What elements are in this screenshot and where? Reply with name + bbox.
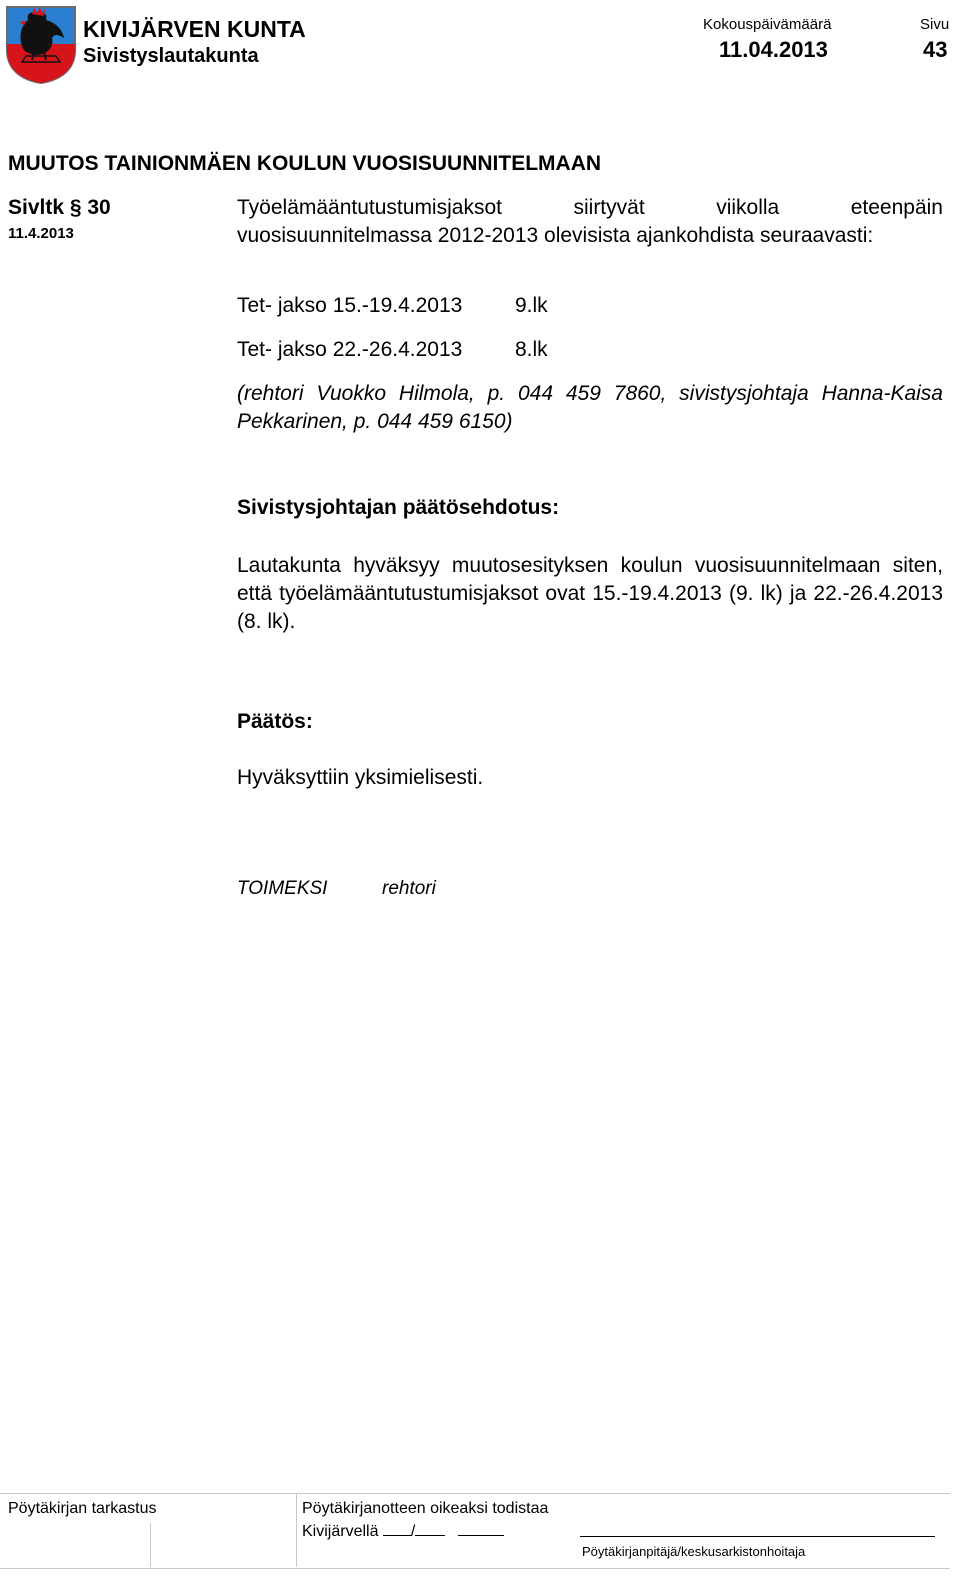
footer-place-label: Kivijärvellä [302,1523,379,1540]
period-1-label: Tet- jakso 15.-19.4.2013 [237,294,463,317]
section-code: Sivltk § 30 [8,196,111,219]
footer-year-blank [458,1521,504,1536]
meeting-date: 11.04.2013 [719,37,828,62]
period-2-grade: 8.lk [515,338,548,361]
municipality-name: KIVIJÄRVEN KUNTA [83,16,306,42]
action-label: TOIMEKSI [237,878,328,899]
proposal-text: Lautakunta hyväksyy muutosesityksen koulun vuosisuunnitelmaan siten, että työelämääntutustumisjaksot ovat 15.-19.4.2013 (9. lk) ja 22.-26.4.2013 (8. lk). [237,554,943,633]
decision-heading: Päätös: [237,710,313,733]
page-label: Sivu [920,16,950,33]
proposal-heading: Sivistysjohtajan päätösehdotus: [237,496,560,519]
intro-paragraph: Työelämääntutustumisjaksot siirtyvät viikolla eteenpäin vuosisuunnitelmassa 2012-2013 olevisista ajankohdista seuraavasti: [237,196,943,247]
signature-line [580,1536,935,1537]
footer-divider [296,1493,297,1567]
footer-date-separator: / [410,1523,416,1540]
municipality-crest-icon [4,4,78,84]
period-2-label: Tet- jakso 22.-26.4.2013 [237,338,463,361]
footer-review-divider [150,1523,151,1567]
contact-info: (rehtori Vuokko Hilmola, p. 044 459 7860, sivistysjohtaja Hanna-Kaisa Pekkarinen, p. 044 459 6150) [237,382,943,433]
footer-day-blank [383,1521,411,1536]
decision-text: Hyväksyttiin yksimielisesti. [237,766,484,789]
footer-month-blank [415,1521,445,1536]
period-1-grade: 9.lk [515,294,548,317]
page-number: 43 [923,37,948,62]
document-title: MUUTOS TAINIONMÄEN KOULUN VUOSISUUNNITELMAAN [8,152,602,175]
section-date: 11.4.2013 [8,225,74,242]
footer-review-label: Pöytäkirjan tarkastus [8,1500,157,1517]
board-name: Sivistyslautakunta [83,45,259,67]
footer-signer-title: Pöytäkirjanpitäjä/keskusarkistonhoitaja [582,1544,806,1559]
meeting-date-label: Kokouspäivämäärä [703,16,832,33]
footer-certify-label: Pöytäkirjanotteen oikeaksi todistaa [302,1500,549,1517]
action-recipient: rehtori [382,878,436,899]
footer-place-date [302,1521,504,1541]
